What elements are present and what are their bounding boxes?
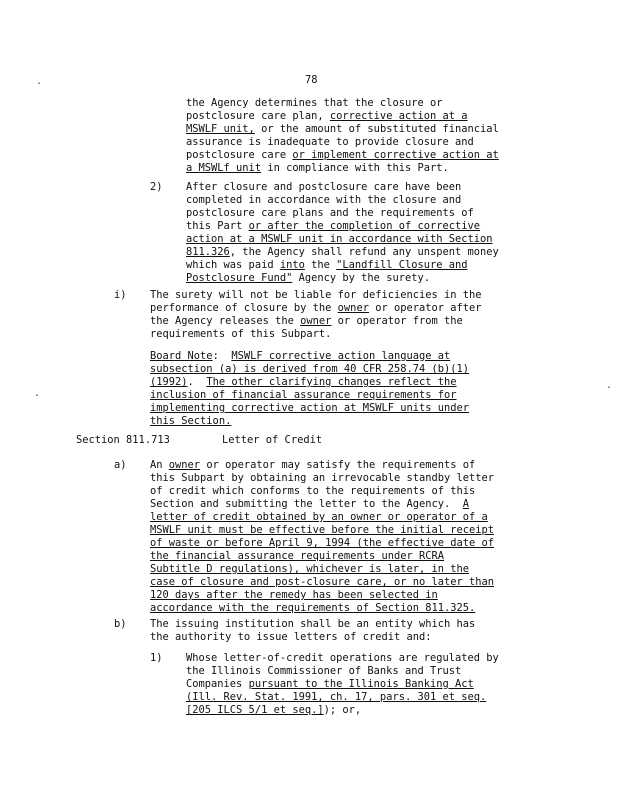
underlined-text: (1992) [150,376,188,388]
intro-paragraph-line [186,97,442,110]
text-run: postclosure care [186,149,293,161]
item-b1-paragraph-line [186,691,486,704]
underlined-text: the financial assurance requirements under RCRA [150,550,445,562]
underlined-text: MSWLF corrective action language at [231,350,451,362]
underlined-text: owner [337,302,369,314]
text-run: The surety will not be liable for deficiencies in the [150,289,482,301]
text-run: postclosure care plans and the requirements of [186,207,474,219]
item-2-label: 2) [150,181,163,193]
text-run: the Agency releases the [150,315,301,327]
item-b1-paragraph-line [186,704,361,717]
item-b1-paragraph-line [186,665,461,678]
page-number: 78 [305,74,318,86]
underlined-text: pursuant to the Illinois Banking Act [248,678,474,690]
margin-mark: . [36,76,43,87]
item-i-paragraph-line [150,302,482,315]
text-run: performance of closure by the [150,302,338,314]
item-2-paragraph-line [186,246,499,259]
item-i-paragraph-line [150,315,463,328]
intro-paragraph-line [186,110,468,123]
text-run: , the Agency shall refund any unspent money [229,246,499,258]
underlined-text: 811.326 [186,246,230,258]
item-a-paragraph-line [150,485,475,498]
margin-mark: . [34,388,41,399]
underlined-text: owner [300,315,332,327]
board-note-line [150,363,469,376]
underlined-text: The other clarifying changes reflect the [206,376,457,388]
underlined-text: A [462,498,470,510]
underlined-text: or after the completion of corrective [248,220,481,232]
underlined-text: subsection (a) is derived from 40 CFR 258.74 (b)(1) [150,363,470,375]
item-2-paragraph-line [186,207,474,220]
text-run: Section and submitting the letter to the Agency. [150,498,463,510]
underlined-text: corrective action at a [329,110,468,122]
underlined-text: or implement corrective action at [292,149,499,161]
underlined-text: (Ill. Rev. Stat. 1991, ch. 17, pars. 301 et seq. [186,691,487,703]
item-a-paragraph-line [150,537,494,550]
item-b1-label: 1) [150,652,163,664]
item-2-paragraph-line [186,220,480,233]
item-a-paragraph-line [150,472,494,485]
text-run: : [212,350,232,362]
text-run: this Part [186,220,249,232]
text-run: the [304,259,337,271]
item-a-paragraph-line [150,576,494,589]
item-a-paragraph-line [150,602,475,615]
text-run: Whose letter-of-credit operations are regulated by [186,652,499,664]
item-a-paragraph-line [150,524,494,537]
item-2-paragraph-line [186,233,493,246]
intro-paragraph-line [186,149,499,162]
text-run: An [150,459,169,471]
underlined-text: "Landfill Closure and [336,259,468,271]
text-run: or the amount of substituted financial [254,123,499,135]
underlined-text: this Section. [150,415,232,427]
item-i-paragraph-line [150,328,331,341]
intro-paragraph-line [186,123,499,136]
text-run: postclosure care plan, [186,110,330,122]
text-run: assurance is inadequate to provide closure and [186,136,474,148]
text-run: Agency by the surety. [292,272,430,284]
board-note-line [150,415,231,428]
underlined-text: into [279,259,305,271]
underlined-text: case of closure and post-closure care, or no later than [150,576,495,588]
section-title: Letter of Credit [222,434,323,446]
underlined-text: Board Note [150,350,213,362]
intro-paragraph-line [186,136,474,149]
underlined-text: [205 ILCS 5/1 et seq.] [186,704,324,716]
underlined-text: letter of credit obtained by an owner or operator of a [150,511,488,523]
text-run: which was paid [186,259,280,271]
underlined-text: owner [168,459,201,471]
margin-mark: . [606,380,613,391]
text-run: Companies [186,678,249,690]
item-2-paragraph-line [186,194,461,207]
underlined-text: inclusion of financial assurance requirements for [150,389,457,401]
text-run: in compliance with this Part. [261,162,449,174]
item-b-paragraph-line [150,631,432,644]
item-i-label: i) [114,289,127,301]
text-run: the Agency determines that the closure or [186,97,443,109]
text-run: ); or, [323,704,362,716]
item-b1-paragraph-line [186,652,499,665]
underlined-text: Postclosure Fund" [186,272,293,284]
item-b-label: b) [114,618,127,630]
item-2-paragraph-line [186,259,468,272]
item-a-paragraph-line [150,589,438,602]
underlined-text: action at a MSWLF unit in accordance with Section [186,233,493,245]
underlined-text: a MSWLf unit [186,162,262,174]
text-run: or operator from the [331,315,463,327]
board-note-line [150,402,469,415]
text-run: this Subpart by obtaining an irrevocable standby letter [150,472,495,484]
item-i-paragraph-line [150,289,482,302]
item-a-label: a) [114,459,127,471]
underlined-text: implementing corrective action at MSWLF units under [150,402,470,414]
underlined-text: of waste or before April 9, 1994 (the effective date of [150,537,495,549]
underlined-text: accordance with the requirements of Section 811.325. [150,602,476,614]
board-note-line [150,376,457,389]
item-a-paragraph-line [150,511,488,524]
underlined-text: Subtitle D regulations), whichever is later, in the [150,563,470,575]
underlined-text: MSWLF unit, [186,123,255,135]
text-run: After closure and postclosure care have been [186,181,462,193]
item-b-paragraph-line [150,618,475,631]
intro-paragraph-line [186,162,449,175]
text-run: requirements of this Subpart. [150,328,332,340]
text-run: completed in accordance with the closure and [186,194,462,206]
section-number: Section 811.713 [76,434,170,446]
text-run: the Illinois Commissioner of Banks and Trust [186,665,462,677]
text-run: the authority to issue letters of credit and: [150,631,432,643]
item-a-paragraph-line [150,498,469,511]
text-run: The issuing institution shall be an entity which has [150,618,476,630]
underlined-text: 120 days after the remedy has been selected in [150,589,438,601]
text-run: . [187,376,207,388]
text-run: of credit which conforms to the requirements of this [150,485,476,497]
item-a-paragraph-line [150,459,475,472]
text-run: or operator after [368,302,482,314]
text-run: or operator may satisfy the requirements of [200,459,476,471]
item-b1-paragraph-line [186,678,474,691]
item-a-paragraph-line [150,550,444,563]
underlined-text: MSWLF unit must be effective before the initial receipt [150,524,495,536]
item-a-paragraph-line [150,563,469,576]
item-2-paragraph-line [186,181,461,194]
board-note-line [150,389,457,402]
item-2-paragraph-line [186,272,430,285]
board-note-line [150,350,450,363]
